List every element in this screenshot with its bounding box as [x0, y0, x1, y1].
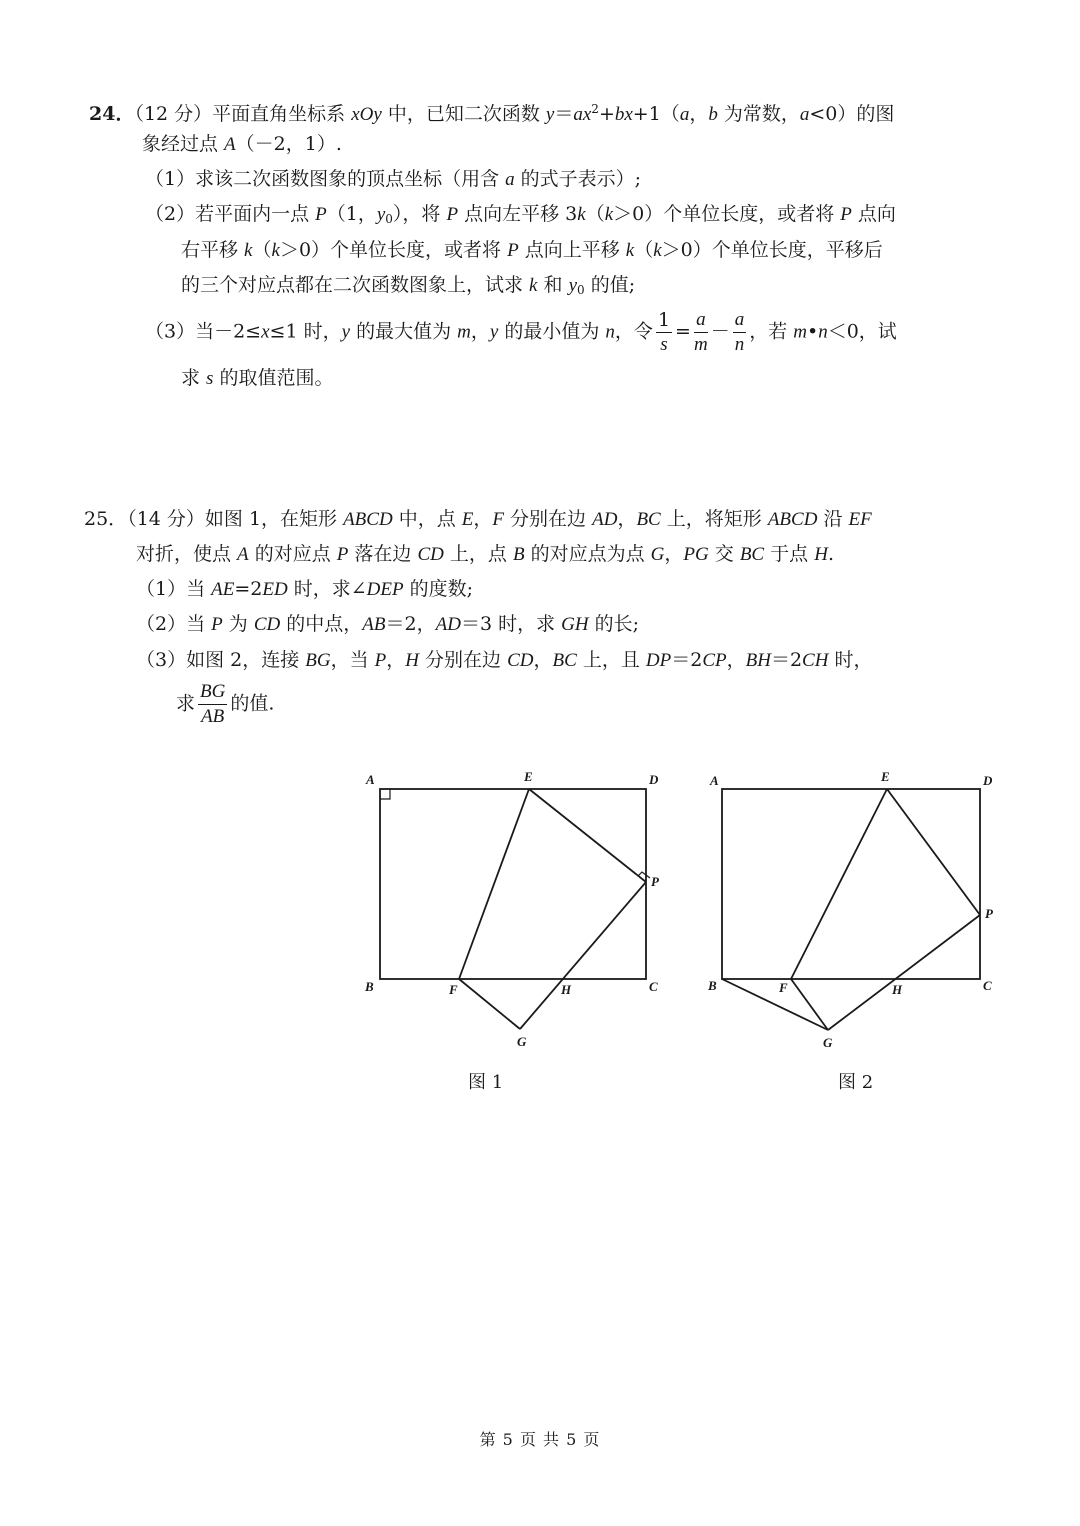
- fig2-label-e: E: [881, 769, 890, 784]
- q24-part-2-line-3: 的三个对应点都在二次函数图象上，试求 k 和 $y_0$ 的值;: [181, 274, 636, 297]
- fig2-label-h: H: [892, 982, 903, 997]
- fig2-segment-ef: [791, 789, 887, 979]
- fig1-segment-fg: [459, 979, 520, 1029]
- fig2-segment-fg: [791, 979, 828, 1030]
- q24-part-3-line-1: （3）当－2≤x≤1 时，y 的最大值为 m，y 的最小值为 n，令 $\frac{1}{s}$ = $\frac{a}{m}$ － $\frac{a}{n}$ ，若 m•n＜0，试: [145, 309, 897, 355]
- fig2-label-p: P: [985, 906, 993, 921]
- fig2-label-b: B: [708, 978, 717, 993]
- fig1-label-d: D: [649, 772, 659, 787]
- fig1-label-f: F: [449, 982, 458, 997]
- fig2-label-g: G: [823, 1035, 833, 1050]
- fraction-a-over-n: $\frac{a}{n}$: [734, 309, 745, 355]
- fig2-label-a: A: [710, 773, 719, 788]
- fig2-label-f: F: [779, 980, 788, 995]
- fig1-segment-ef: [459, 789, 529, 979]
- fig2-segment-bg: [722, 979, 828, 1030]
- fraction-bg-over-ab: $\frac{BG}{AB}$: [200, 681, 226, 727]
- q24-part-3-line-2: 求 s 的取值范围。: [181, 367, 334, 389]
- q25-part-3-line-2: 求 $\frac{BG}{AB}$ 的值.: [176, 681, 275, 727]
- fig2-segment-ep: [887, 789, 980, 915]
- fig1-label-b: B: [365, 979, 374, 994]
- q25-part-2: （2）当 P 为 CD 的中点，AB＝2，AD＝3 时，求 GH 的长;: [136, 613, 640, 635]
- fig1-segment-pg: [520, 882, 646, 1029]
- q24-part-1: （1）求该二次函数图象的顶点坐标（用含 a 的式子表示）;: [145, 168, 642, 190]
- fig1-label-e: E: [524, 769, 533, 784]
- fig1-segment-ep: [529, 789, 646, 882]
- figure-1-diagram: [350, 760, 680, 1060]
- fraction-one-over-s: $\frac{1}{s}$: [657, 309, 671, 355]
- figure-2-diagram: [700, 760, 1020, 1060]
- q25-number: 25．: [84, 508, 128, 530]
- fig1-label-g: G: [517, 1034, 527, 1049]
- fig2-label-d: D: [983, 773, 993, 788]
- q24-line-1: 24．（12 分）平面直角坐标系 xOy 中，已知二次函数 $y=ax^2+bx+1(a$，b 为常数，a<0）的图: [89, 102, 895, 125]
- q25-part-3-line-1: （3）如图 2，连接 BG，当 P，H 分别在边 CD，BC 上，且 DP＝2CP，BH＝2CH 时，: [136, 649, 873, 671]
- fig2-segment-pg: [828, 915, 980, 1030]
- fig1-label-h: H: [561, 982, 572, 997]
- q25-part-1: （1）当 AE=2ED 时，求∠DEP 的度数;: [136, 578, 474, 600]
- fig1-right-angle-mark-a: [380, 789, 390, 799]
- figure-2-caption: 图 2: [838, 1072, 874, 1093]
- q25-line-2: 对折，使点 A 的对应点 P 落在边 CD 上，点 B 的对应点为点 G，PG 交 BC 于点 H.: [136, 543, 834, 565]
- figure-2: [700, 760, 1020, 1064]
- fig1-label-p: P: [651, 874, 659, 889]
- fig1-label-c: C: [649, 979, 658, 994]
- fig2-rectangle-abcd: [722, 789, 980, 979]
- fig1-rectangle-abcd: [380, 789, 646, 979]
- q24-part-2-line-1: （2）若平面内一点 P（1，$y_0$），将 P 点向左平移 3k（k＞0）个单位长度，或者将 P 点向: [145, 203, 896, 226]
- fraction-a-over-m: $\frac{a}{m}$: [693, 309, 708, 355]
- fig1-label-a: A: [366, 772, 375, 787]
- q24-number: 24．: [89, 103, 135, 125]
- q24-part-2-line-2: 右平移 k（k＞0）个单位长度，或者将 P 点向上平移 k（k＞0）个单位长度，平移后: [181, 239, 883, 261]
- figure-1: [350, 760, 680, 1064]
- q25-line-1: 25．（14 分）如图 1，在矩形 ABCD 中，点 E，F 分别在边 AD，BC 上，将矩形 ABCD 沿 EF: [84, 508, 872, 530]
- figure-1-caption: 图 1: [468, 1072, 504, 1093]
- page-footer: 第 5 页 共 5 页: [479, 1430, 601, 1449]
- q24-line-2: 象经过点 A（－2，1）.: [142, 133, 342, 155]
- fig2-label-c: C: [983, 978, 992, 993]
